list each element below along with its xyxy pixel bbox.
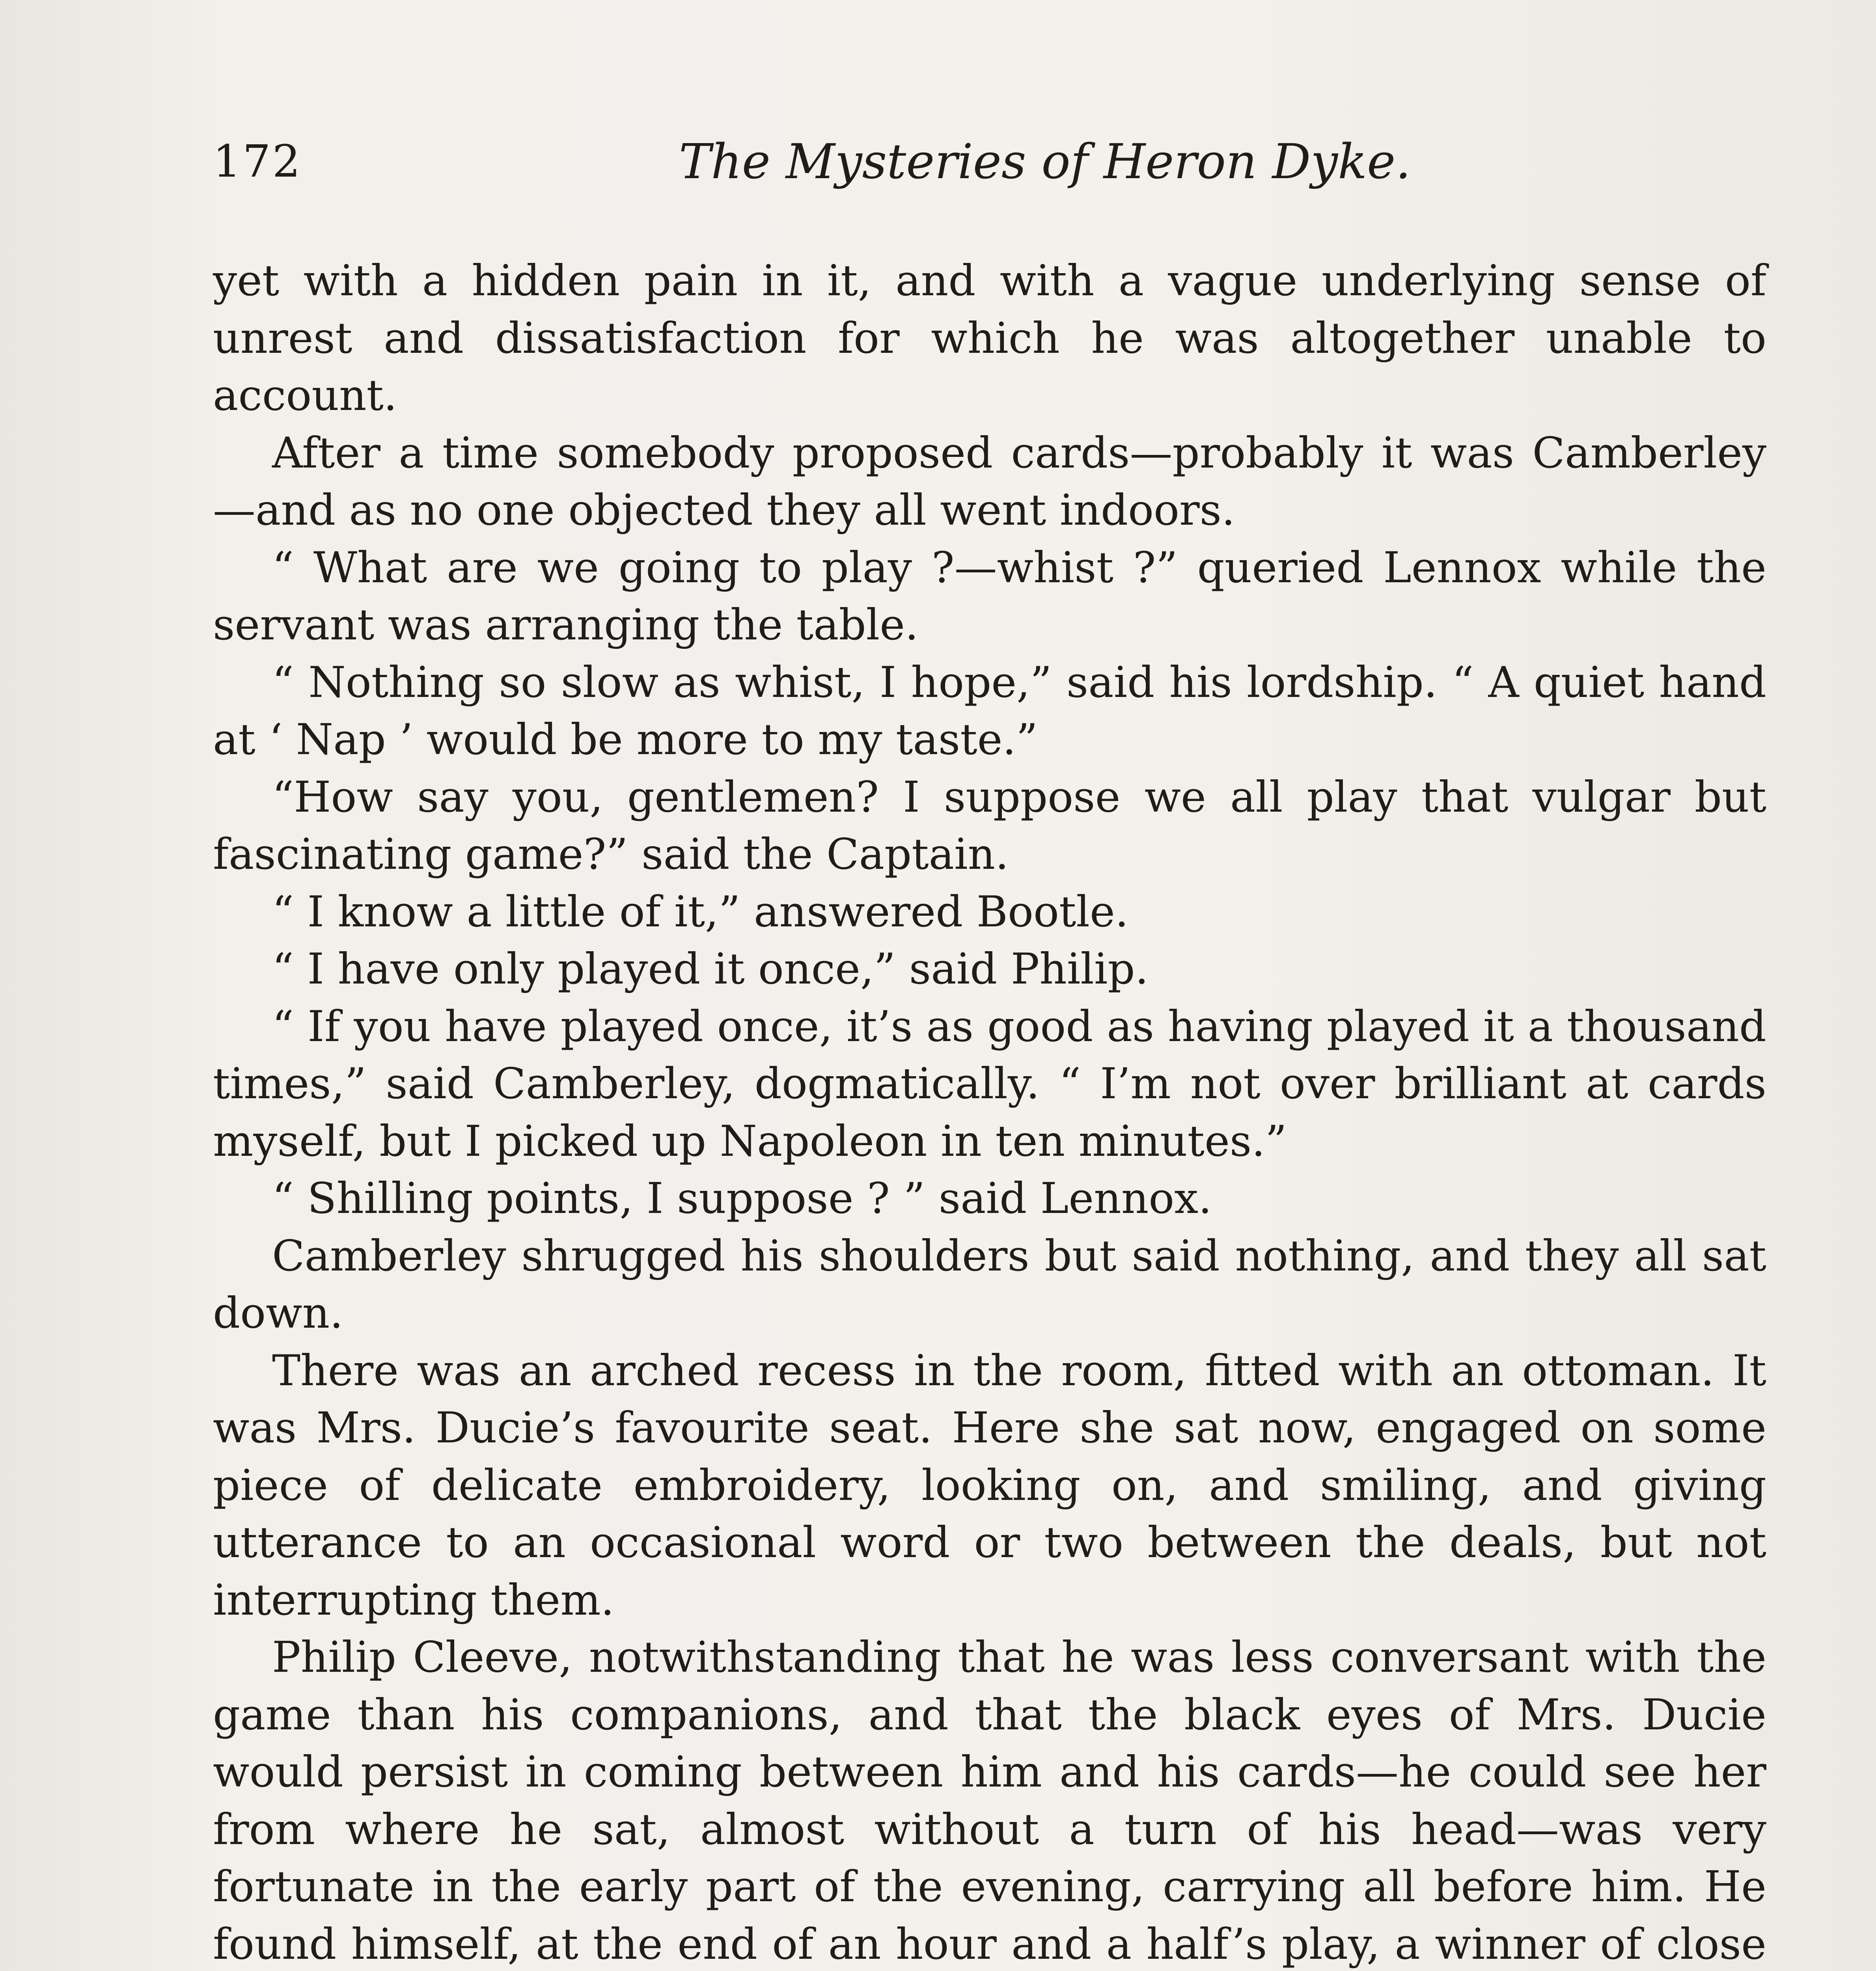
paragraph: Philip Cleeve, notwithstanding that he was less conversant with the game than his companions, and that the black eyes of Mrs. Ducie would persist in coming between him and his cards—he could see her from where he sat, almost without a turn of his head—was very fortunate in the early part of the evening, carrying all before him. He found himself, at the end of an hour and a half’s play, a winner of close <box>213 1633 1766 1969</box>
paragraph: “How say you, gentlemen? I suppose we all play that vulgar but fascinating game?” said the Captain. <box>213 772 1766 879</box>
paragraph: yet with a hidden pain in it, and with a vague underlying sense of unrest and dissatisfaction for which he was altogether unable to account. <box>213 256 1766 420</box>
paragraph: “ What are we going to play ?—whist ?” queried Lennox while the servant was arranging the table. <box>213 543 1766 650</box>
paragraph: Camberley shrugged his shoulders but said nothing, and they all sat down. <box>213 1231 1766 1338</box>
body-text <box>213 252 1766 1971</box>
paragraph: “ I know a little of it,” answered Bootle. <box>272 887 1129 937</box>
paragraph: There was an arched recess in the room, fitted with an ottoman. It was Mrs. Ducie’s favourite seat. Here she sat now, engaged on some piece of delicate embroidery, looking on, and smiling, and giving utterance to an occasional word or two between the deals, but not interrupting them. <box>213 1346 1766 1625</box>
page-header <box>213 122 1774 201</box>
page-number: 172 <box>213 136 302 187</box>
paragraph: “ Nothing so slow as whist, I hope,” said his lordship. “ A quiet hand at ‘ Nap ’ would be more to my taste.” <box>213 658 1766 764</box>
paragraph: “ If you have played once, it’s as good as having played it a thousand times,” said Camberley, dogmatically. “ I’m not over brilliant at cards myself, but I picked up Napoleon in ten minutes.” <box>213 1002 1766 1166</box>
running-title: The Mysteries of Heron Dyke. <box>679 134 1411 190</box>
paragraph: “ Shilling points, I suppose ? ” said Lennox. <box>272 1174 1212 1223</box>
paragraph: After a time somebody proposed cards—probably it was Camberley—and as no one objected they all went indoors. <box>213 428 1766 535</box>
paragraph: “ I have only played it once,” said Philip. <box>272 945 1149 994</box>
